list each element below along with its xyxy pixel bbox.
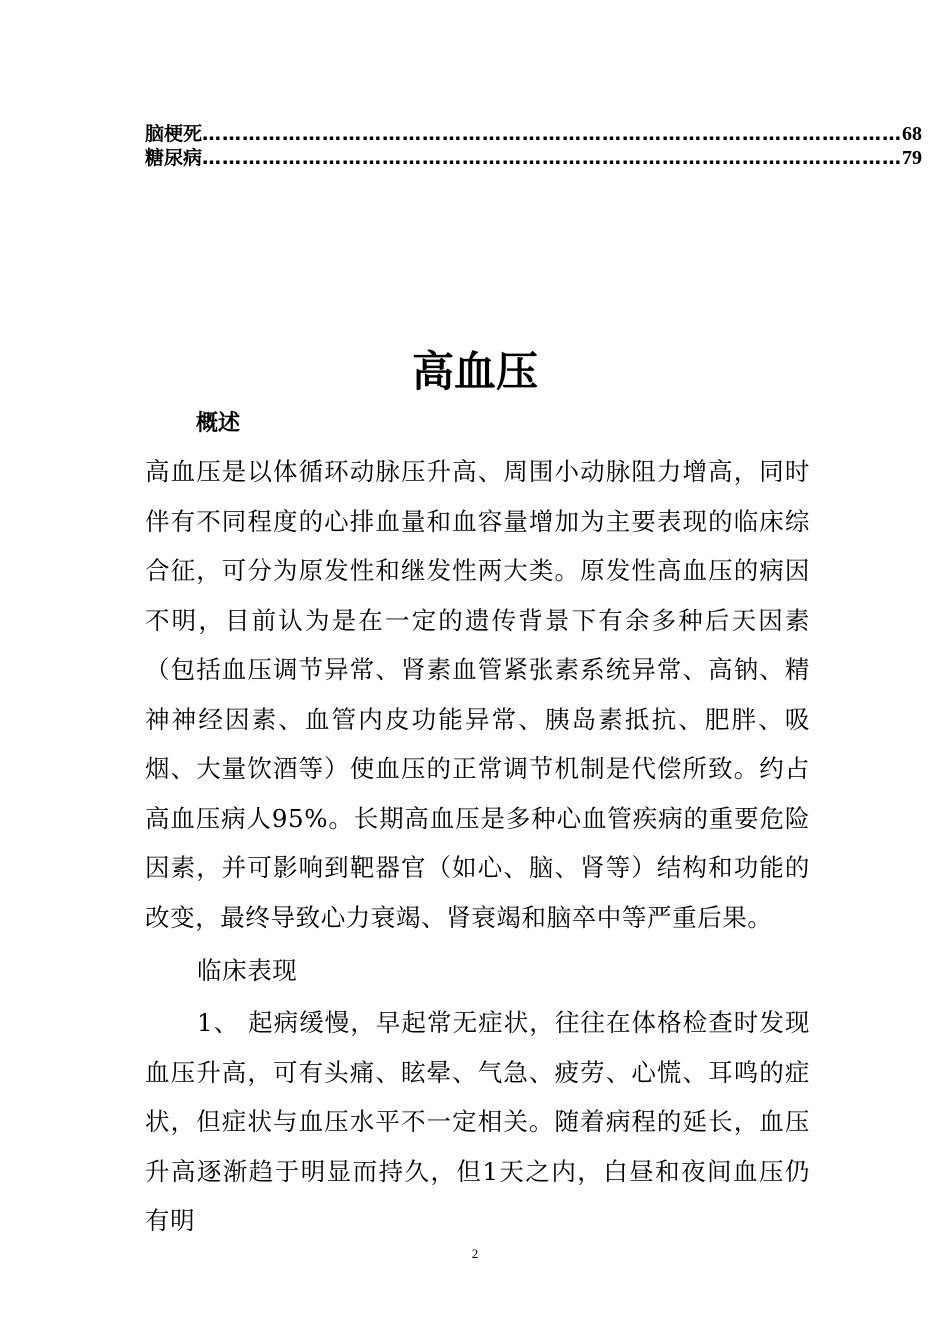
table-of-contents — [145, 122, 923, 170]
toc-entry-page: 68 — [902, 123, 923, 145]
toc-entry-leader: …………………………………………………………………………………………… — [202, 147, 903, 169]
body-paragraph: 高血压是以体循环动脉压升高、周围小动脉阻力增高，同时伴有不同程度的心排血量和血容量增加为主要表现的临床综合征，可分为原发性和继发性两大类。原发性高血压的病因不明，目前认为是在一定的遗传背景下有余多种后天因素（包括血压调节异常、肾素血管紧张素系统异常、高钠、精神神经因素、血管内皮功能异常、胰岛素抵抗、肥胖、吸烟、大量饮酒等）使血压的正常调节机制是代偿所致。约占高血压病人95%。长期高血压是多种心血管疾病的重要危险因素，并可影响到靶器官（如心、脑、肾等）结构和功能的改变，最终导致心力衰竭、肾衰竭和脑卒中等严重后果。 — [145, 457, 810, 932]
document-title: 高血压 — [411, 347, 538, 396]
toc-entry-page: 79 — [902, 147, 923, 169]
toc-entry-title: 脑梗死 — [145, 123, 203, 145]
toc-entry[interactable] — [145, 146, 923, 170]
toc-entry-title: 糖尿病 — [145, 147, 203, 169]
subsection-heading: 临床表现 — [197, 956, 298, 985]
page-number: 2 — [471, 1246, 479, 1261]
toc-entry-leader: …………………………………………………………………………………………… — [202, 123, 903, 145]
toc-entry[interactable] — [145, 122, 923, 146]
body-paragraph: 1、 起病缓慢，早起常无症状，往往在体格检查时发现血压升高，可有头痛、眩晕、气急、疲劳、心慌、耳鸣的症状，但症状与血压水平不一定相关。随着病程的延长，血压升高逐渐趋于明显而持久，但1天之内，白昼和夜间血压仍有明 — [145, 1008, 810, 1235]
section-heading: 概述 — [196, 411, 241, 436]
